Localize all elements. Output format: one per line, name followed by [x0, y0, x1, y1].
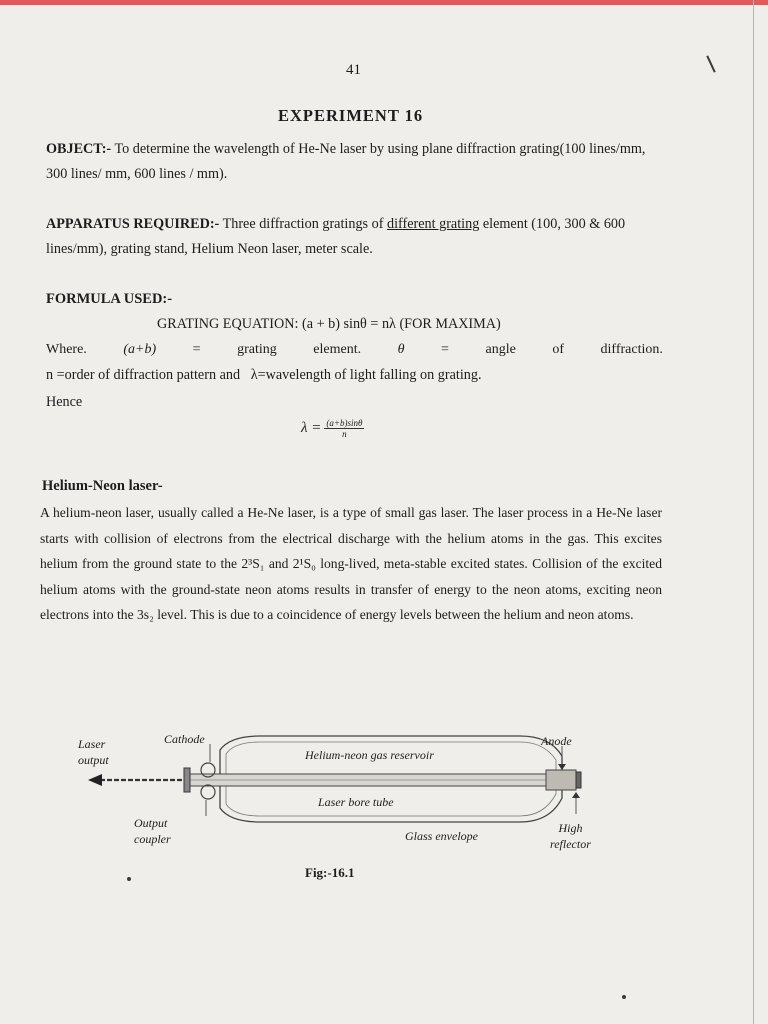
where-part: angle [485, 342, 516, 357]
page-edge-line [753, 0, 754, 1024]
hence-label: Hence [46, 394, 83, 410]
object-label: OBJECT:- [46, 141, 112, 157]
scan-mark [706, 55, 715, 72]
wavelength-formula [301, 418, 364, 439]
where-part: θ [397, 342, 405, 357]
lambda-symbol: λ = [301, 420, 322, 436]
fraction-denominator: n [342, 429, 347, 439]
apparatus-text-underlined: different grating [386, 216, 480, 232]
laser-output-label-line: output [78, 753, 109, 767]
where-line [46, 342, 663, 358]
high-reflector-label-line: reflector [550, 837, 591, 851]
output-coupler-label-line: coupler [134, 832, 171, 846]
apparatus-label: APPARATUS REQUIRED:- [46, 216, 220, 232]
laser-output-arrow [88, 774, 102, 786]
high-reflector-label-line: High [558, 821, 583, 835]
high-reflector-label [550, 820, 591, 852]
glass-envelope-label: Glass envelope [405, 829, 478, 843]
object-section [46, 137, 663, 187]
high-reflector-mirror [576, 772, 581, 788]
where-part: grating [237, 342, 277, 357]
order-line: n =order of diffraction pattern and λ=wavelength of light falling on grating. [46, 367, 482, 383]
apparatus-text-after: element (100, 300 & 600 lines/mm), grating stand, Helium Neon laser, meter scale. [46, 216, 626, 257]
scan-mark [127, 877, 131, 881]
laser-output-label-line: Laser [78, 737, 106, 751]
output-coupler-fitting [201, 785, 215, 799]
where-part: element. [313, 342, 362, 357]
where-part: = [192, 342, 201, 357]
object-text: To determine the wavelength of He-Ne laser by using plane diffraction grating(100 lines/mm, 300 lines/ mm, 600 lines / mm). [46, 141, 646, 182]
bore-tube-label: Laser bore tube [318, 795, 394, 809]
helium-neon-paragraph: A helium-neon laser, usually called a He-Ne laser, is a type of small gas laser. The laser process in a He-Ne laser starts with collision of electrons from the electrical discharge with the helium atoms in the gas. This excites helium from the ground state to the 2³S₁ and 2¹S₀ long-lived, meta-stable excited states. Collision of the excited helium atoms with the ground-state neon atoms results in transfer of energy to the neon atoms, exciting neon electrons into the 3s₂ level. This is due to a coincidence of energy levels between the helium and neon atoms. [40, 505, 662, 622]
fraction-numerator: (a+b)sinθ [326, 418, 363, 428]
helium-neon-title: Helium-Neon laser- [42, 478, 163, 494]
apparatus-text-before: Three diffraction gratings of [219, 216, 387, 232]
page-number: 41 [346, 62, 361, 78]
scan-mark [622, 995, 626, 999]
where-part: = [441, 342, 449, 357]
experiment-title: EXPERIMENT 16 [278, 106, 424, 125]
where-part: (a+b) [123, 342, 157, 357]
output-coupler-label-line: Output [134, 816, 168, 830]
formula-label: FORMULA USED:- [46, 291, 173, 307]
output-coupler-mirror [184, 768, 190, 792]
output-coupler-label [134, 815, 171, 847]
laser-output-label [78, 736, 109, 768]
page-top-edge [0, 0, 768, 5]
figure-caption: Fig:-16.1 [305, 865, 355, 880]
anode-block [546, 770, 576, 790]
anode-label: Anode [541, 734, 572, 748]
cathode-label: Cathode [164, 732, 205, 746]
where-part: diffraction. [600, 342, 663, 357]
where-part: Where. [46, 342, 87, 357]
fraction [324, 418, 364, 439]
grating-equation: GRATING EQUATION: (a + b) sinθ = nλ (FOR MAXIMA) [157, 316, 501, 332]
apparatus-section [46, 212, 663, 262]
gas-reservoir-label: Helium-neon gas reservoir [305, 748, 434, 762]
where-part: of [552, 342, 565, 357]
